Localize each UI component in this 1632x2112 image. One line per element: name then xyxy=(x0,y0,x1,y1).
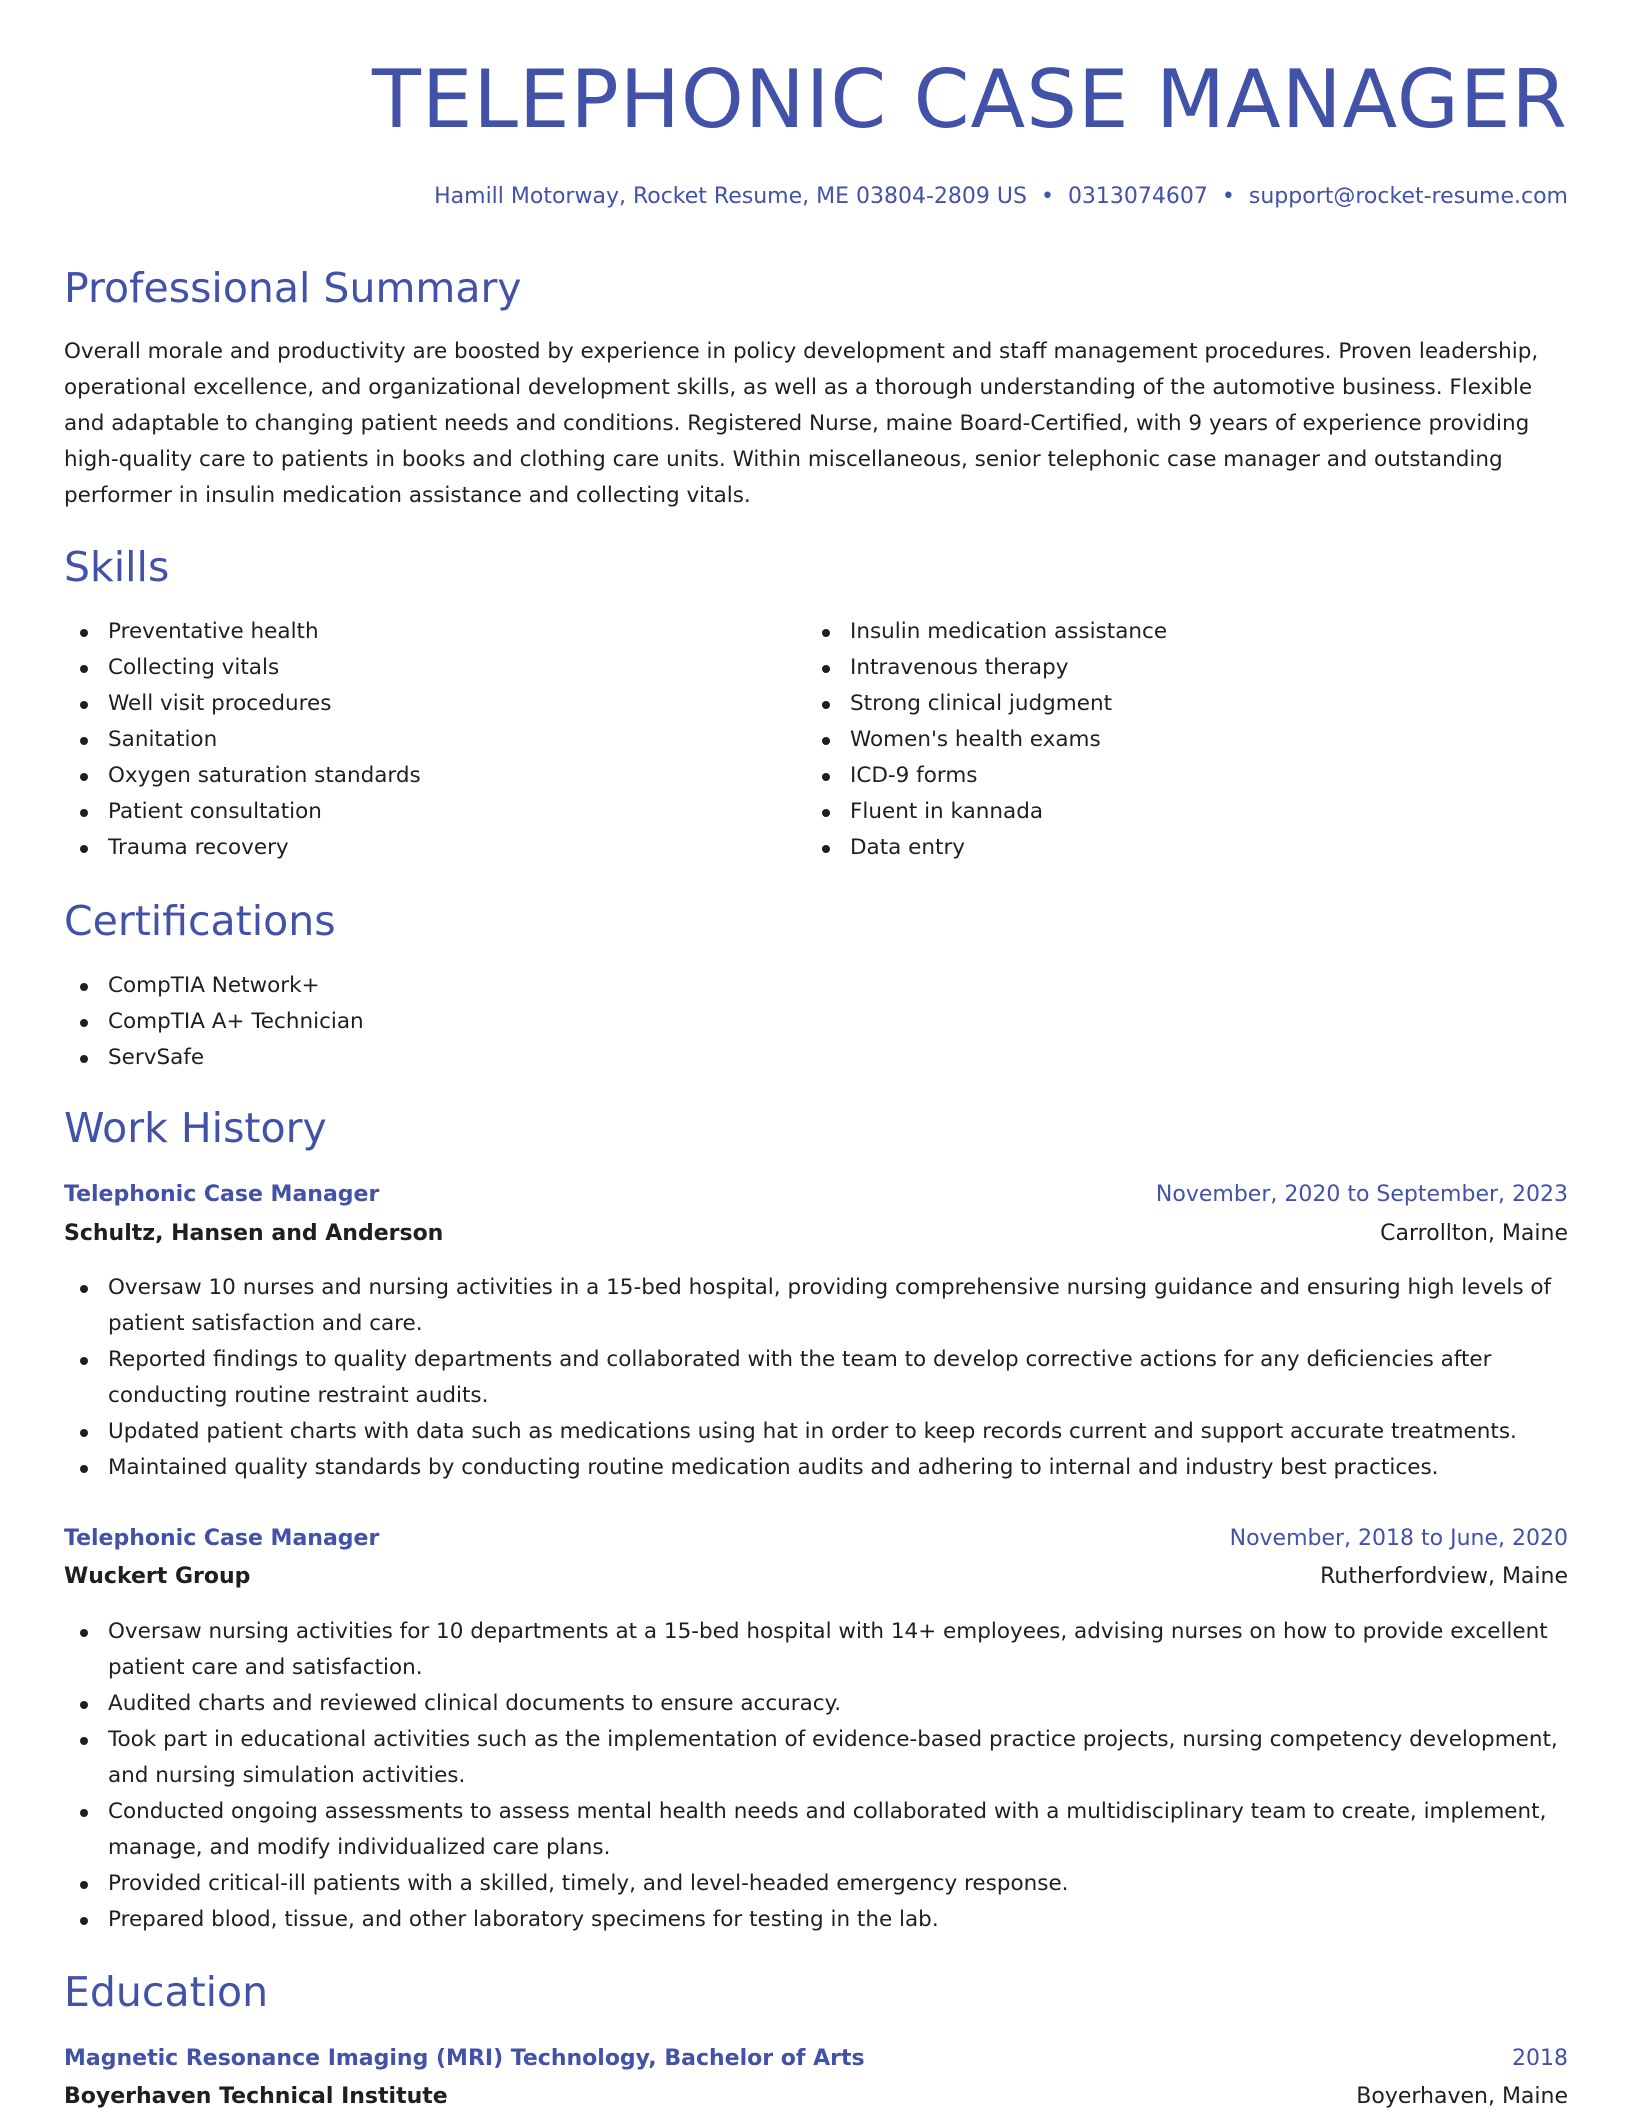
skills-list-left xyxy=(64,614,764,866)
summary-text: Overall morale and productivity are boosted by experience in policy development and staff management procedures. Proven leadership, operational excellence, and organizational development skills, as well as a thorough understanding of the automotive business. Flexible and adaptable to changing patient needs and conditions. Registered Nurse, maine Board-Certified, with 9 years of experience providing high-quality care to patients in books and clothing care units. Within miscellaneous, senior telephonic case manager and outstanding performer in insulin medication assistance and collecting vitals. xyxy=(64,339,1539,508)
job-dates: November, 2018 to June, 2020 xyxy=(1229,1526,1568,1551)
list-item: Women's health exams xyxy=(806,722,1506,758)
list-item: Updated patient charts with data such as medications using hat in order to keep records current and support accurate treatments. xyxy=(64,1414,1568,1450)
education-year: 2018 xyxy=(1512,2046,1568,2071)
section-title-education: Education xyxy=(64,1968,269,2016)
list-item: Reported findings to quality departments and collaborated with the team to develop corrective actions for any deficiencies after conducting routine restraint audits. xyxy=(64,1342,1568,1414)
list-item: Intravenous therapy xyxy=(806,650,1506,686)
list-item: Well visit procedures xyxy=(64,686,764,722)
list-item: Strong clinical judgment xyxy=(806,686,1506,722)
job-location: Carrollton, Maine xyxy=(1380,1221,1568,1246)
job-bullets xyxy=(64,1614,1568,1938)
list-item: Oversaw nursing activities for 10 departments at a 15-bed hospital with 14+ employees, advising nurses on how to provide excellent patient care and satisfaction. xyxy=(64,1614,1568,1686)
list-item: ServSafe xyxy=(64,1040,764,1076)
list-item: Trauma recovery xyxy=(64,830,764,866)
job-title: Telephonic Case Manager xyxy=(64,1526,380,1551)
list-item: Oxygen saturation standards xyxy=(64,758,764,794)
list-item: ICD-9 forms xyxy=(806,758,1506,794)
job-title: Telephonic Case Manager xyxy=(64,1182,380,1207)
certifications-list xyxy=(64,968,764,1076)
job-location: Rutherfordview, Maine xyxy=(1320,1564,1568,1589)
education-school: Boyerhaven Technical Institute xyxy=(64,2084,448,2109)
list-item: Fluent in kannada xyxy=(806,794,1506,830)
list-item: Insulin medication assistance xyxy=(806,614,1506,650)
job-company: Schultz, Hansen and Anderson xyxy=(64,1221,444,1246)
skills-list-right xyxy=(806,614,1506,866)
list-item: CompTIA A+ Technician xyxy=(64,1004,764,1040)
list-item: Prepared blood, tissue, and other laboratory specimens for testing in the lab. xyxy=(64,1902,1568,1938)
list-item: CompTIA Network+ xyxy=(64,968,764,1004)
list-item: Provided critical-ill patients with a skilled, timely, and level-headed emergency response. xyxy=(64,1866,1568,1902)
contact-phone: 0313074607 xyxy=(1067,184,1208,209)
list-item: Data entry xyxy=(806,830,1506,866)
list-item: Oversaw 10 nurses and nursing activities in a 15-bed hospital, providing comprehensive nursing guidance and ensuring high levels of patient satisfaction and care. xyxy=(64,1270,1568,1342)
education-location: Boyerhaven, Maine xyxy=(1356,2084,1568,2109)
list-item: Conducted ongoing assessments to assess mental health needs and collaborated with a multidisciplinary team to create, implement, manage, and modify individualized care plans. xyxy=(64,1794,1568,1866)
job-company: Wuckert Group xyxy=(64,1564,251,1589)
job-bullets xyxy=(64,1270,1568,1486)
contact-separator: • xyxy=(1221,184,1235,209)
list-item: Audited charts and reviewed clinical documents to ensure accuracy. xyxy=(64,1686,1568,1722)
job-dates: November, 2020 to September, 2023 xyxy=(1155,1182,1568,1207)
section-title-summary: Professional Summary xyxy=(64,264,522,312)
contact-line xyxy=(434,182,1568,212)
section-title-skills: Skills xyxy=(64,543,170,591)
section-title-work-history: Work History xyxy=(64,1104,327,1152)
list-item: Patient consultation xyxy=(64,794,764,830)
education-degree: Magnetic Resonance Imaging (MRI) Technology, Bachelor of Arts xyxy=(64,2046,865,2071)
contact-address: Hamill Motorway, Rocket Resume, ME 03804-2809 US xyxy=(434,184,1027,209)
contact-email: support@rocket-resume.com xyxy=(1248,184,1568,209)
list-item: Maintained quality standards by conducting routine medication audits and adhering to internal and industry best practices. xyxy=(64,1450,1568,1486)
contact-separator: • xyxy=(1040,184,1054,209)
candidate-name: TELEPHONIC CASE MANAGER xyxy=(371,53,1568,146)
list-item: Collecting vitals xyxy=(64,650,764,686)
section-title-certifications: Certifications xyxy=(64,897,336,945)
list-item: Sanitation xyxy=(64,722,764,758)
list-item: Took part in educational activities such as the implementation of evidence-based practice projects, nursing competency development, and nursing simulation activities. xyxy=(64,1722,1568,1794)
list-item: Preventative health xyxy=(64,614,764,650)
